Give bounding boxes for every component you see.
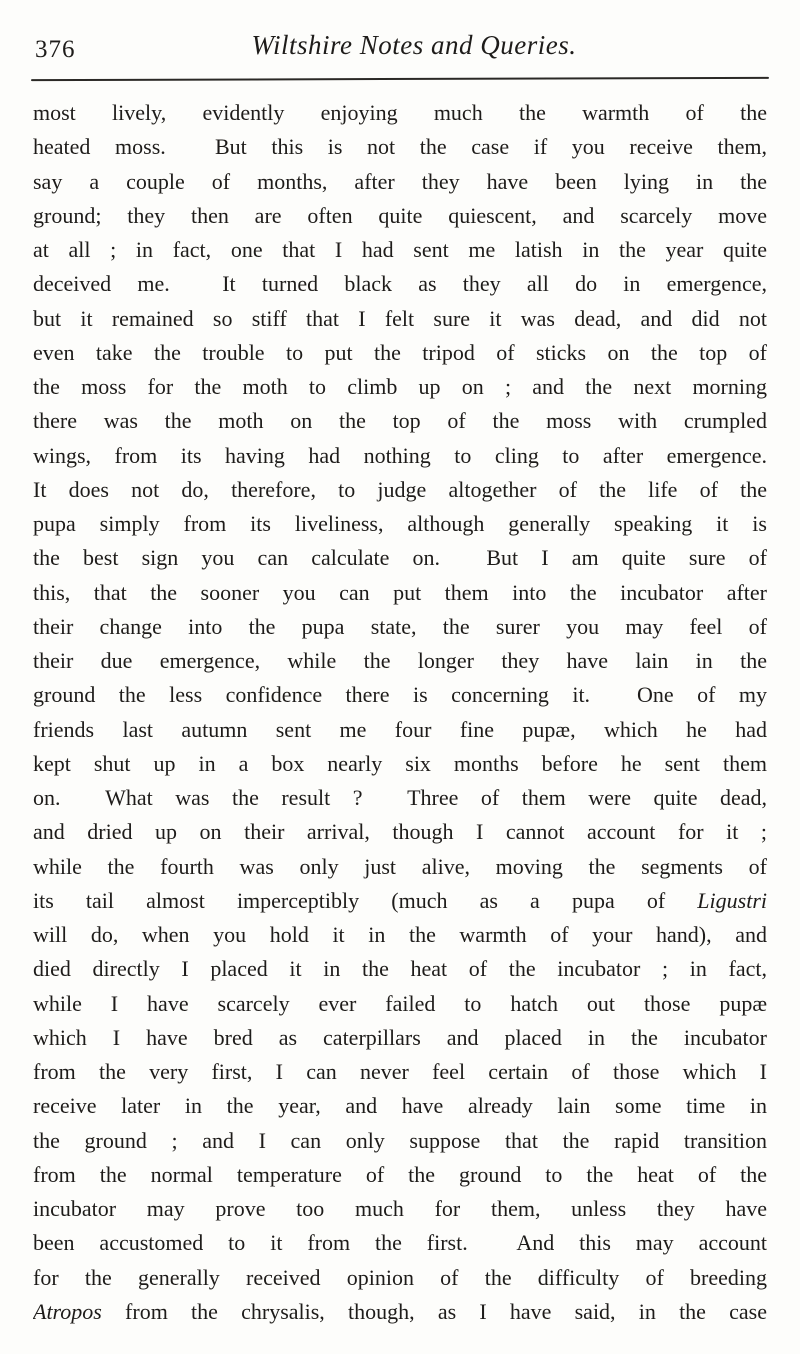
text-line (33, 233, 767, 267)
text-line (33, 1226, 767, 1260)
text-segment: heated moss. But this is not the case if you receive them, (33, 134, 767, 160)
text-segment: receive later in the year, and have already lain some time in (33, 1093, 767, 1119)
text-segment: on. What was the result ? Three of them were quite dead, (33, 785, 767, 810)
italic-text-segment: Atropos (33, 1298, 102, 1324)
text-segment: will do, when you hold it in the warmth of your hand), and (33, 922, 767, 947)
page-header (33, 30, 767, 70)
text-line (33, 541, 767, 575)
text-line (33, 1089, 767, 1123)
text-segment: ground the less confidence there is concerning it. One of my (33, 682, 767, 708)
header-rule-divider (31, 77, 769, 81)
text-line (33, 267, 767, 301)
text-line (33, 952, 767, 986)
text-segment: friends last autumn sent me four fine pupæ, which he had (33, 716, 767, 742)
text-segment: from the normal temperature of the ground to the heat of the (33, 1161, 767, 1187)
text-line (33, 370, 767, 404)
text-line (33, 987, 767, 1021)
text-line (33, 713, 767, 747)
text-line (33, 884, 767, 918)
text-line (33, 815, 767, 849)
text-segment: their due emergence, while the longer they have lain in the (33, 648, 767, 673)
text-line (33, 644, 767, 678)
text-line (33, 1021, 767, 1055)
text-segment: wings, from its having had nothing to cling to after emergence. (33, 442, 767, 468)
text-segment: died directly I placed it in the heat of the incubator ; in fact, (33, 956, 767, 982)
text-segment: their change into the pupa state, the surer you may feel of (33, 613, 767, 639)
text-line (33, 336, 767, 370)
text-line (33, 850, 767, 884)
text-line (33, 130, 767, 164)
text-segment: there was the moth on the top of the moss with crumpled (33, 408, 767, 434)
text-segment: and dried up on their arrival, though I cannot account for it ; (33, 819, 767, 845)
text-segment: It does not do, therefore, to judge altogether of the life of the (33, 476, 767, 502)
page-body (33, 96, 767, 1329)
text-segment: at all ; in fact, one that I had sent me latish in the year quite (33, 237, 767, 262)
text-line (33, 1124, 767, 1158)
page-number: 376 (35, 36, 76, 63)
text-segment: pupa simply from its liveliness, although generally speaking it is (33, 511, 767, 536)
text-line (33, 1158, 767, 1192)
text-segment: the best sign you can calculate on. But I am quite sure of (33, 545, 767, 571)
text-segment: been accustomed to it from the first. And this may account (33, 1230, 767, 1256)
text-line (33, 439, 767, 473)
text-segment: incubator may prove too much for them, unless they have (33, 1196, 767, 1221)
text-segment: for the generally received opinion of the difficulty of breeding (33, 1264, 767, 1290)
text-line (33, 199, 767, 233)
text-segment: deceived me. It turned black as they all do in emergence, (33, 271, 767, 297)
text-segment: from the chrysalis, though, as I have said, in the case (101, 1298, 767, 1324)
italic-text-segment: Ligustri (697, 887, 767, 913)
running-title: Wiltshire Notes and Queries. (251, 30, 577, 60)
text-line (33, 918, 767, 952)
text-segment: the moss for the moth to climb up on ; and the next morning (33, 374, 767, 399)
text-line (33, 96, 767, 130)
text-segment: which I have bred as caterpillars and placed in the incubator (33, 1024, 767, 1050)
text-segment: its tail almost imperceptibly (much as a pupa of (33, 887, 698, 913)
text-line (33, 1261, 767, 1295)
text-line (33, 781, 767, 815)
text-line (33, 1295, 767, 1329)
text-line (33, 576, 767, 610)
text-line (33, 1055, 767, 1089)
text-segment: say a couple of months, after they have been lying in the (33, 168, 767, 194)
text-line (33, 507, 767, 541)
text-line (33, 302, 767, 336)
text-segment: even take the trouble to put the tripod of sticks on the top of (33, 339, 767, 365)
text-segment: while I have scarcely ever failed to hatch out those pupæ (33, 990, 767, 1016)
text-line (33, 473, 767, 507)
text-segment: most lively, evidently enjoying much the warmth of the (33, 100, 767, 125)
text-segment: but it remained so stiff that I felt sure it was dead, and did not (33, 305, 767, 331)
text-segment: ground; they then are often quite quiescent, and scarcely move (33, 202, 767, 228)
text-line (33, 610, 767, 644)
text-segment: from the very first, I can never feel certain of those which I (33, 1059, 767, 1084)
text-line (33, 1192, 767, 1226)
text-line (33, 747, 767, 781)
text-segment: kept shut up in a box nearly six months before he sent them (33, 750, 767, 776)
text-line (33, 678, 767, 712)
text-segment: this, that the sooner you can put them into the incubator after (33, 579, 767, 605)
text-line (33, 404, 767, 438)
text-segment: the ground ; and I can only suppose that the rapid transition (33, 1127, 767, 1153)
text-line (33, 165, 767, 199)
text-segment: while the fourth was only just alive, moving the segments of (33, 853, 767, 879)
